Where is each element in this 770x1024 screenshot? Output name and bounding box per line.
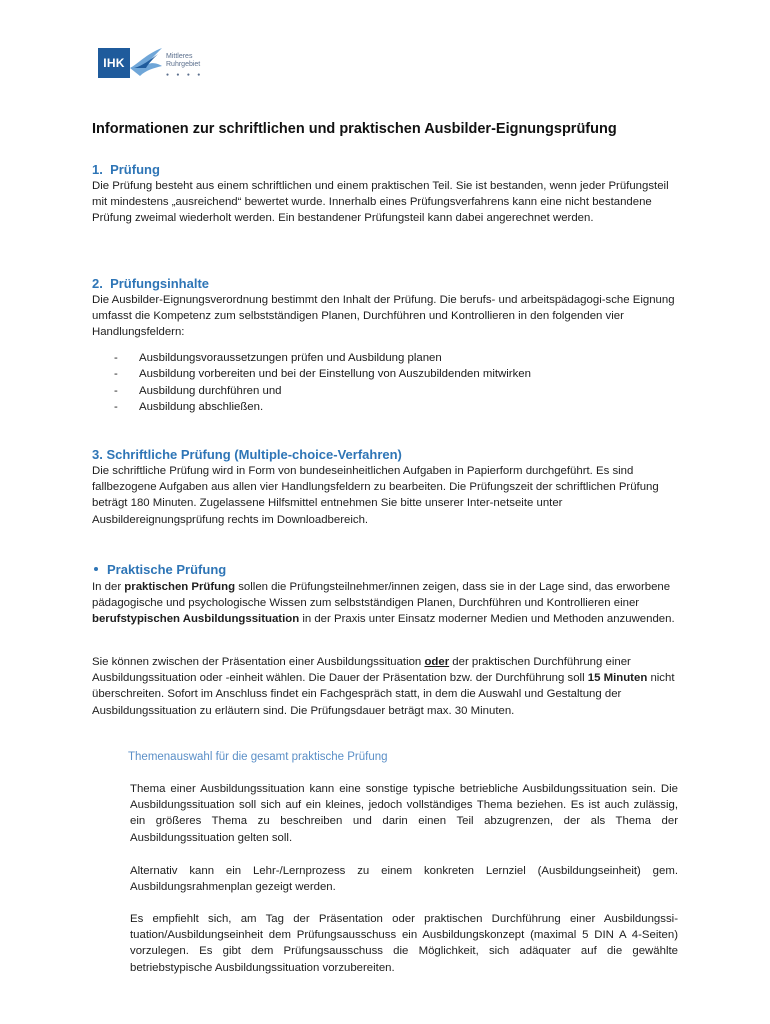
list-item: - Ausbildung durchführen und bbox=[114, 384, 282, 397]
handlungsfelder-list bbox=[114, 350, 531, 415]
list-item: - Ausbildung abschließen. bbox=[114, 400, 264, 413]
document-title: Informationen zur schriftlichen und praktischen Ausbilder-Eignungsprüfung bbox=[92, 121, 617, 137]
section-4-paragraph-4: Alternativ kann ein Lehr-/Lernprozess zu einem konkreten Lernziel (Ausbildungseinheit) gem. Ausbildungsrahmenplan gezeigt werden. bbox=[130, 865, 678, 894]
section-2-heading: 2. Prüfungsinhalte bbox=[92, 276, 210, 291]
section-1-heading: 1. Prüfung bbox=[92, 162, 160, 177]
section-4-heading: Praktische Prüfung bbox=[94, 562, 226, 577]
themenauswahl-heading: Themenauswahl für die gesamt praktische Prüfung bbox=[128, 751, 388, 763]
section-3-text: Die schriftliche Prüfung wird in Form von bundeseinheitlichen Aufgaben in Papierform durchgeführt. Es sind fallbezogene Aufgaben aus allen vier Handlungsfeldern zu bearbeiten. Die Prüfungszeit der schriftlichen Prüfung beträgt 180 Minuten. Zugelassene Hilfsmittel entnehmen Sie bitte unserer Inter-netseite unter Ausbildereignungsprüfung rechts im Downloadbereich. bbox=[92, 465, 659, 526]
bird-icon bbox=[128, 46, 166, 82]
ihk-logo-box: IHK bbox=[98, 48, 130, 78]
section-4-paragraph-3: Thema einer Ausbildungssituation kann eine sonstige typische betriebliche Ausbildungssituation sein. Die Ausbildungssituation soll sich auf ein kleines, jedoch vollständiges Thema beziehen. Es ist auch zulässig, ein größeres Thema zu beschreiben und darin einen Teil abzugrenzen, der als Thema der Ausbildungssituation gelten soll. bbox=[130, 783, 678, 844]
list-item: - Ausbildungsvoraussetzungen prüfen und Ausbildung planen bbox=[114, 352, 442, 364]
section-2-text: Die Ausbilder-Eignungsverordnung bestimmt den Inhalt der Prüfung. Die berufs- und arbeitspädagogi-sche Eignung umfasst die Kompetenz zum selbstständigen Planen, Durchführen und Kontrollieren in den folgenden vier Handlungsfeldern: bbox=[92, 294, 675, 339]
logo-dots: ● ● ● ● bbox=[166, 72, 204, 78]
bullet-dot-icon bbox=[94, 567, 98, 571]
logo-text: Mittleres Ruhrgebiet bbox=[166, 53, 201, 68]
list-item: - Ausbildung vorbereiten und bei der Einstellung von Auszubildenden mitwirken bbox=[114, 368, 531, 381]
section-4-paragraph-2: Sie können zwischen der Präsentation einer Ausbildungssituation oder der praktischen Durchführung einer Ausbildungssituation oder -einheit wählen. Die Dauer der Präsentation bzw. der Durchführung soll 15 Minuten nicht überschreiten. Sofort im Anschluss findet ein Fachgespräch statt, in dem die Auswahl und Gestaltung der Ausbildungssituation zu erläutern sind. Die Prüfungsdauer beträgt max. 30 Minuten. bbox=[92, 656, 675, 717]
section-4-paragraph-5: Es empfiehlt sich, am Tag der Präsentation oder praktischen Durchführung einer Ausbildungssi-tuation/Ausbildungseinheit dem Prüfungsausschuss ein Ausbildungskonzept (maximal 5 DIN A 4-Seiten) vorzulegen. Es gibt dem Prüfungsausschuss die Möglichkeit, sich adäquater auf die gewählte betriebstypische Ausbildungssituation vorzubereiten. bbox=[130, 913, 678, 974]
section-3-heading: 3. Schriftliche Prüfung (Multiple-choice-Verfahren) bbox=[92, 447, 402, 462]
ihk-logo bbox=[98, 46, 208, 82]
section-1-text: Die Prüfung besteht aus einem schriftlichen und einem praktischen Teil. Sie ist bestanden, wenn jeder Prüfungsteil mit mindestens „ausreichend“ bewertet wurde. Innerhalb eines Prüfungsverfahrens kann eine nicht bestandene Prüfung zweimal wiederholt werden. Ein bestandener Prüfungsteil kann dabei angerechnet werden. bbox=[92, 180, 669, 225]
section-4-paragraph-1: In der praktischen Prüfung sollen die Prüfungsteilnehmer/innen zeigen, dass sie in der Lage sind, das erworbene pädagogische und psychologische Wissen zum selbstständigen Planen, Durchführen und Kontrollieren einer berufstypischen Ausbildungssituation in der Praxis unter Einsatz moderner Medien und Methoden anzuwenden. bbox=[92, 581, 675, 626]
